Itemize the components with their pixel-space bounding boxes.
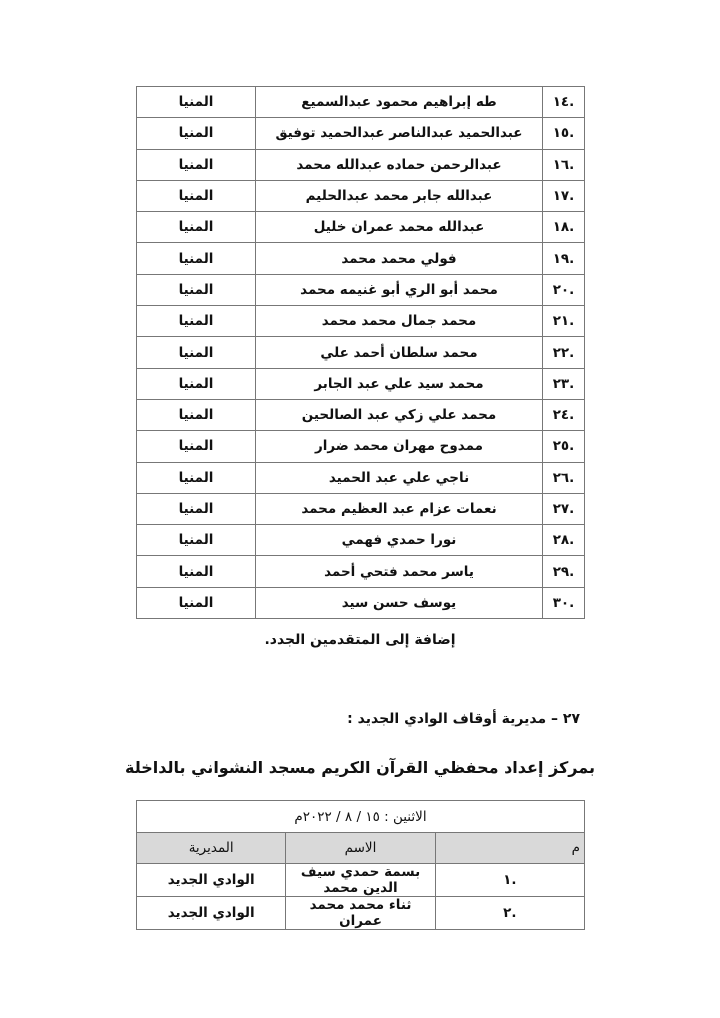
- row-name: محمد علي زكي عبد الصالحين: [256, 399, 543, 430]
- table-row: [137, 243, 585, 274]
- row-governorate: المنيا: [137, 368, 256, 399]
- row-governorate: المنيا: [137, 306, 256, 337]
- row-number: .٢١: [543, 306, 585, 337]
- row-number: .٢٩: [543, 556, 585, 587]
- table-row: [137, 212, 585, 243]
- row-directorate: الوادي الجديد: [137, 864, 286, 897]
- table-row: [137, 897, 585, 930]
- row-number: .٢٥: [543, 431, 585, 462]
- row-number: .١٩: [543, 243, 585, 274]
- row-name: نورا حمدي فهمي: [256, 525, 543, 556]
- row-name: عبدالحميد عبدالناصر عبدالحميد توفيق: [256, 118, 543, 149]
- table-row: [137, 118, 585, 149]
- table-row: [137, 87, 585, 118]
- table-row: [137, 587, 585, 618]
- row-name: طه إبراهيم محمود عبدالسميع: [256, 87, 543, 118]
- table-row: [137, 493, 585, 524]
- row-name: محمد سيد علي عبد الجابر: [256, 368, 543, 399]
- row-governorate: المنيا: [137, 493, 256, 524]
- row-number: .١٨: [543, 212, 585, 243]
- row-number: .٢٣: [543, 368, 585, 399]
- row-governorate: المنيا: [137, 274, 256, 305]
- row-governorate: المنيا: [137, 399, 256, 430]
- row-governorate: المنيا: [137, 587, 256, 618]
- row-name: ثناء محمد محمد عمران: [286, 897, 435, 930]
- table-row: [137, 274, 585, 305]
- row-governorate: المنيا: [137, 337, 256, 368]
- table-row: [137, 368, 585, 399]
- row-governorate: المنيا: [137, 556, 256, 587]
- row-name: محمد جمال محمد محمد: [256, 306, 543, 337]
- table-row: [137, 864, 585, 897]
- row-number: .٢٤: [543, 399, 585, 430]
- table-row: [137, 525, 585, 556]
- row-number: .٢٢: [543, 337, 585, 368]
- row-number: .٢٦: [543, 462, 585, 493]
- table-row: [137, 462, 585, 493]
- row-governorate: المنيا: [137, 87, 256, 118]
- row-name: محمد أبو الري أبو غنيمه محمد: [256, 274, 543, 305]
- row-number: .٢٧: [543, 493, 585, 524]
- row-number: .١٧: [543, 180, 585, 211]
- header-num: م: [435, 833, 584, 864]
- center-title: بمركز إعداد محفظي القرآن الكريم مسجد النشواني بالداخلة: [125, 758, 595, 777]
- row-name: ياسر محمد فتحي أحمد: [256, 556, 543, 587]
- row-governorate: المنيا: [137, 118, 256, 149]
- row-governorate: المنيا: [137, 149, 256, 180]
- row-name: عبدالله جابر محمد عبدالحليم: [256, 180, 543, 211]
- row-governorate: المنيا: [137, 525, 256, 556]
- row-name: عبدالرحمن حماده عبدالله محمد: [256, 149, 543, 180]
- header-directorate: المديرية: [137, 833, 286, 864]
- row-name: فولي محمد محمد: [256, 243, 543, 274]
- row-number: .١٦: [543, 149, 585, 180]
- row-number: .٣٠: [543, 587, 585, 618]
- row-number: .٢٨: [543, 525, 585, 556]
- row-name: ممدوح مهران محمد ضرار: [256, 431, 543, 462]
- row-governorate: المنيا: [137, 180, 256, 211]
- row-name: محمد سلطان أحمد علي: [256, 337, 543, 368]
- row-number: .٢٠: [543, 274, 585, 305]
- row-name: ناجي علي عبد الحميد: [256, 462, 543, 493]
- row-name: يوسف حسن سيد: [256, 587, 543, 618]
- row-governorate: المنيا: [137, 462, 256, 493]
- table-row: [137, 306, 585, 337]
- row-number: .٢: [435, 897, 584, 930]
- table-row: [137, 337, 585, 368]
- participants-table-minya: [136, 86, 585, 619]
- table-row: [137, 399, 585, 430]
- row-name: عبدالله محمد عمران خليل: [256, 212, 543, 243]
- section-heading: ٢٧ – مديرية أوقاف الوادي الجديد :: [347, 711, 580, 727]
- table-row: [137, 149, 585, 180]
- row-number: .١٥: [543, 118, 585, 149]
- table-row: [137, 180, 585, 211]
- date-cell: الاثنين : ١٥ / ٨ / ٢٠٢٢م: [137, 801, 585, 833]
- new-applicants-note: إضافة إلى المتقدمين الجدد.: [264, 632, 456, 648]
- row-name: نعمات عزام عبد العظيم محمد: [256, 493, 543, 524]
- row-governorate: المنيا: [137, 212, 256, 243]
- header-row: [137, 833, 585, 864]
- date-row: [137, 801, 585, 833]
- row-name: بسمة حمدي سيف الدين محمد: [286, 864, 435, 897]
- table-row: [137, 556, 585, 587]
- participants-table-new-valley: [136, 800, 585, 930]
- row-number: .١: [435, 864, 584, 897]
- row-number: .١٤: [543, 87, 585, 118]
- header-name: الاسم: [286, 833, 435, 864]
- row-directorate: الوادي الجديد: [137, 897, 286, 930]
- table-row: [137, 431, 585, 462]
- row-governorate: المنيا: [137, 243, 256, 274]
- row-governorate: المنيا: [137, 431, 256, 462]
